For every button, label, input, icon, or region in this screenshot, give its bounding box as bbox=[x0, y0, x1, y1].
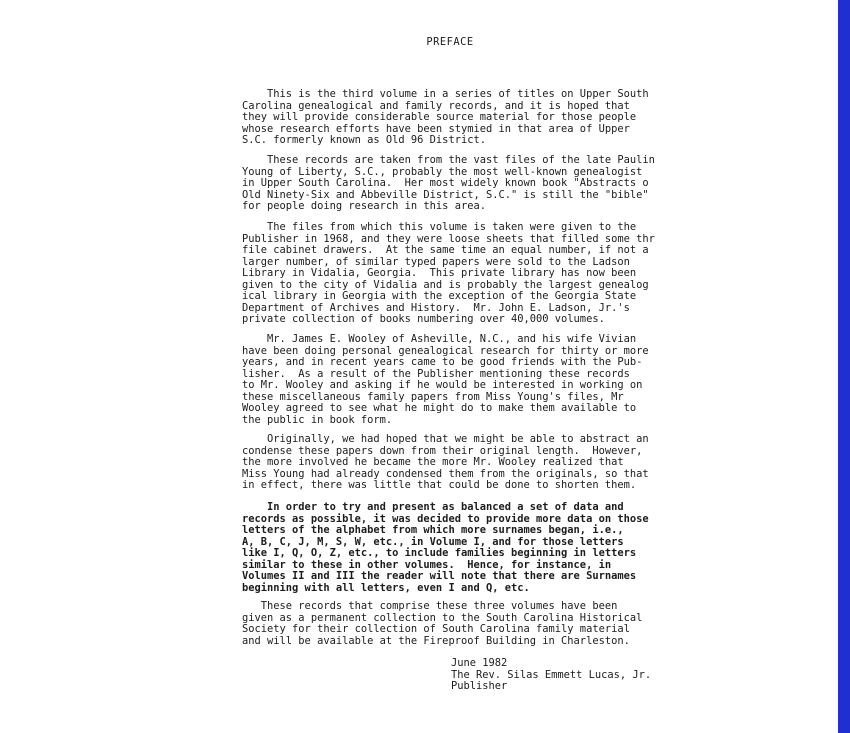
paragraph-line: file cabinet drawers. At the same time an equal number, if not a bbox=[242, 244, 649, 257]
signature-date: June 1982 bbox=[451, 657, 508, 670]
paragraph-line: This is the third volume in a series of titles on Upper South bbox=[242, 88, 649, 101]
paragraph-line: Old Ninety-Six and Abbeville District, S.C." is still the "bible" bbox=[242, 188, 649, 201]
paragraph-line: ical library in Georgia with the exception of the Georgia State bbox=[242, 290, 637, 303]
paragraph-line: letters of the alphabet from which more surnames began, i.e., bbox=[242, 524, 624, 537]
signature-name: The Rev. Silas Emmett Lucas, Jr. bbox=[451, 668, 652, 681]
signature-role: Publisher bbox=[451, 680, 508, 693]
paragraph-line: S.C. formerly known as Old 96 District. bbox=[242, 134, 486, 147]
paragraph-line: years, and in recent years came to be good friends with the Pub- bbox=[242, 356, 643, 369]
paragraph-line: Department of Archives and History. Mr. John E. Ladson, Jr.'s bbox=[242, 301, 630, 314]
paragraph-line: Wooley agreed to see what he might do to make them available to bbox=[242, 402, 637, 415]
paragraph-line: Carolina genealogical and family records, and it is hoped that bbox=[242, 99, 630, 112]
paragraph-line: the public in book form. bbox=[242, 413, 393, 426]
page-title: PREFACE bbox=[426, 36, 474, 48]
paragraph-line: In order to try and present as balanced a set of data and bbox=[242, 501, 624, 514]
paragraph-line: given as a permanent collection to the South Carolina Historical bbox=[242, 611, 643, 624]
paragraph-line: these miscellaneous family papers from Miss Young's files, Mr bbox=[242, 390, 624, 403]
signature-block bbox=[451, 635, 651, 716]
paragraph-line: similar to these in other volumes. Hence, for instance, in bbox=[242, 558, 612, 571]
paragraph-line: to Mr. Wooley and asking if he would be interested in working on bbox=[242, 379, 643, 392]
paragraph-line: condense these papers down from their original length. However, bbox=[242, 444, 643, 457]
paragraph-line: Miss Young had already condensed them from the originals, so that bbox=[242, 467, 649, 480]
paragraph-line: Volumes II and III the reader will note that there are Surnames bbox=[242, 570, 637, 583]
paragraph-line: private collection of books numbering over 40,000 volumes. bbox=[242, 313, 605, 326]
paragraph-line: whose research efforts have been stymied in that area of Upper bbox=[242, 122, 630, 135]
paragraph-line: lisher. As a result of the Publisher mentioning these records bbox=[242, 367, 630, 380]
paragraph-line: Mr. James E. Wooley of Asheville, N.C., and his wife Vivian bbox=[242, 333, 637, 346]
paragraph-line: Library in Vidalia, Georgia. This private library has now been bbox=[242, 267, 637, 280]
paragraph-line: in effect, there was little that could be done to shorten them. bbox=[242, 479, 637, 492]
paragraph-line: Young of Liberty, S.C., probably the most well-known genealogist bbox=[242, 165, 643, 178]
paragraph-line: the more involved he became the more Mr. Wooley realized that bbox=[242, 456, 624, 469]
paragraph-line: have been doing personal genealogical research for thirty or more bbox=[242, 344, 649, 357]
paragraph-line: These records that comprise these three volumes have been bbox=[242, 600, 618, 613]
paragraph-line: given to the city of Vidalia and is probably the largest genealog bbox=[242, 278, 649, 291]
paragraph-line: Publisher in 1968, and they were loose sheets that filled some thr bbox=[242, 232, 655, 245]
paragraph-line: These records are taken from the vast files of the late Paulin bbox=[242, 154, 655, 167]
paragraph-line: Society for their collection of South Carolina family material bbox=[242, 623, 630, 636]
paragraph-line: like I, Q, O, Z, etc., to include families beginning in letters bbox=[242, 547, 637, 560]
paragraph-line: Originally, we had hoped that we might be able to abstract an bbox=[242, 433, 649, 446]
scan-edge-bar bbox=[838, 0, 850, 733]
paragraph-line: records as possible, it was decided to provide more data on those bbox=[242, 512, 649, 525]
paragraph-line: in Upper South Carolina. Her most widely known book "Abstracts o bbox=[242, 177, 649, 190]
paragraph-line: and will be available at the Fireproof Building in Charleston. bbox=[242, 634, 630, 647]
paragraph-line: The files from which this volume is taken were given to the bbox=[242, 221, 637, 234]
paragraph-line: beginning with all letters, even I and Q, etc. bbox=[242, 581, 530, 594]
paragraph-line: they will provide considerable source material for those people bbox=[242, 111, 637, 124]
paragraph-line: A, B, C, J, M, S, W, etc., in Volume I, and for those letters bbox=[242, 535, 624, 548]
paragraph-line: for people doing research in this area. bbox=[242, 200, 486, 213]
paragraph-line: larger number, of similar typed papers were sold to the Ladson bbox=[242, 255, 630, 268]
